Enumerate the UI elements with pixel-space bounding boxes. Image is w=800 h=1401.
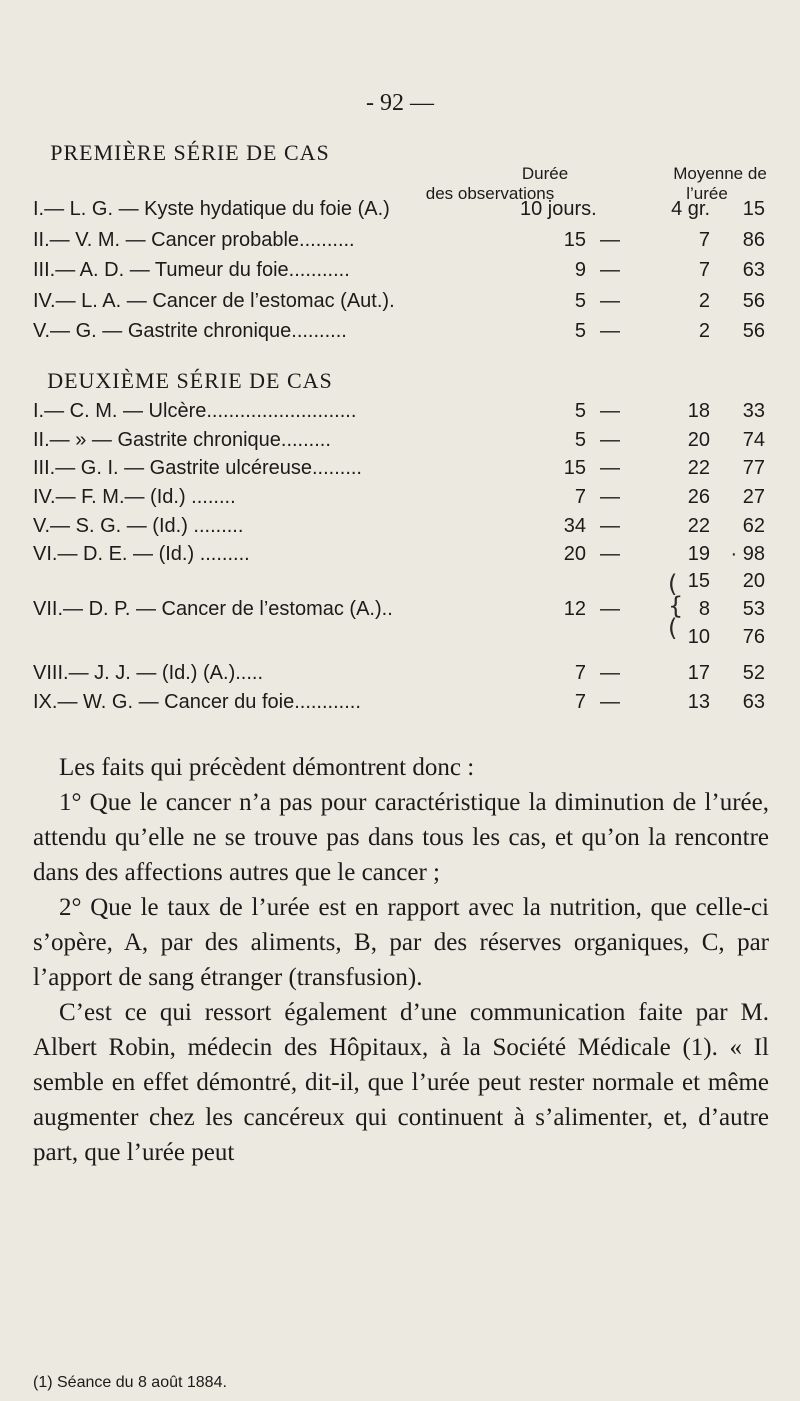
row-label: VII.— D. P. — Cancer de l’estomac (A.)..	[33, 598, 393, 620]
table-row	[0, 198, 800, 228]
duration-dash: —	[600, 457, 620, 479]
urea-grams: 17	[687, 662, 710, 684]
table-row	[0, 691, 800, 721]
table-row	[0, 662, 800, 692]
table-row	[0, 515, 800, 545]
table-row	[0, 290, 800, 320]
urea-centigrams: · 98	[730, 543, 765, 565]
duration-value: 5	[574, 429, 586, 451]
duration-value: 5	[574, 400, 586, 422]
row-label: VIII.— J. J. — (Id.) (A.).....	[33, 662, 264, 684]
table-row	[0, 457, 800, 487]
row-label: I.— C. M. — Ulcère...........................	[33, 400, 357, 422]
urea-centigrams: 86	[742, 228, 765, 251]
duration-value: 15	[563, 457, 586, 479]
urea-centigrams: 62	[742, 515, 765, 537]
table-row	[0, 259, 800, 289]
duration-header-line1: Durée	[521, 164, 569, 183]
urea-centigrams: 20	[742, 570, 765, 592]
urea-centigrams: 63	[742, 259, 765, 281]
urea-grams: 20	[687, 429, 710, 451]
duration-dash: —	[600, 486, 620, 508]
urea-grams: 22	[687, 515, 710, 537]
urea-grams: 22	[687, 457, 710, 479]
urea-centigrams: 77	[742, 457, 765, 479]
urea-grams: 26	[687, 486, 710, 508]
row-label: IX.— W. G. — Cancer du foie............	[33, 691, 361, 713]
duration-dash: —	[600, 598, 620, 620]
duration-dash: —	[600, 289, 620, 312]
urea-grams: 10	[687, 626, 710, 648]
intro-paragraph: Les faits qui précèdent démontrent donc :	[59, 754, 475, 781]
table-row	[0, 320, 800, 350]
row-label: III.— A. D. — Tumeur du foie...........	[33, 259, 350, 281]
urea-centigrams: 15	[742, 198, 765, 220]
duration-value: 10 jours.	[520, 198, 597, 220]
duration-value: 15	[563, 228, 586, 251]
duration-value: 5	[574, 289, 586, 312]
series2-title: DEUXIÈME SÉRIE DE CAS	[47, 368, 333, 393]
duration-value: 7	[574, 691, 586, 713]
row-label: II.— » — Gastrite chronique.........	[33, 429, 331, 451]
urea-grams: 13	[687, 691, 710, 713]
duration-value: 7	[574, 486, 586, 508]
row-label: IV.— L. A. — Cancer de l’estomac (Aut.).	[33, 289, 395, 312]
brace-glyph: ( { (	[668, 570, 684, 642]
duration-dash: —	[600, 228, 620, 251]
urea-grams: 7	[698, 259, 710, 281]
urea-centigrams: 53	[742, 598, 765, 620]
paragraph-2: 2° Que le taux de l’urée est en rapport avec la nutrition, que celle-ci s’opère, A, par des aliments, B, par des réserves organiques, C, par l’apport de sang étranger (transfusion).	[33, 894, 769, 991]
row-label: IV.— F. M.— (Id.) ........	[33, 486, 236, 508]
paragraph-1: 1° Que le cancer n’a pas pour caractéristique la diminution de l’urée, attendu qu’elle ne se trouve pas dans tous les cas, et qu’on la rencontre dans des affections autres que le cancer ;	[33, 789, 769, 886]
duration-dash: —	[600, 515, 620, 537]
duration-dash: —	[600, 400, 620, 422]
mean-header-line2: l’urée	[686, 184, 728, 203]
row-label: I.— L. G. — Kyste hydatique du foie (A.)	[33, 198, 390, 220]
table-row	[0, 229, 800, 259]
duration-header-line2: des observations	[425, 184, 555, 203]
duration-value: 20	[563, 543, 586, 565]
footnote: (1) Séance du 8 août 1884.	[33, 1374, 227, 1391]
urea-grams: 2	[698, 320, 710, 342]
body-text	[33, 750, 769, 1170]
paragraph-3: C’est ce qui ressort également d’une communication faite par M. Albert Robin, médecin des Hôpitaux, à la Société Médicale (1). « Il semble en effet démontré, dit-il, que l’urée peut rester normale et même augmenter chez les cancéreux qui continuent à s’alimenter, et, d’autre part, que l’urée peut	[33, 999, 769, 1166]
urea-grams: 2	[698, 289, 710, 312]
urea-grams: 8	[698, 598, 710, 620]
row-label: V.— G. — Gastrite chronique..........	[33, 320, 347, 342]
duration-value: 12	[563, 598, 586, 620]
table-row	[0, 429, 800, 459]
duration-dash: —	[600, 662, 620, 684]
duration-dash: —	[600, 259, 620, 281]
series1-title: PREMIÈRE SÉRIE DE CAS	[50, 140, 330, 165]
table-row	[0, 486, 800, 516]
row-label: III.— G. I. — Gastrite ulcéreuse.........	[33, 457, 362, 479]
urea-grams: 19	[687, 543, 710, 565]
duration-dash: —	[600, 320, 620, 342]
urea-grams: 4 gr.	[671, 198, 710, 220]
urea-grams: 7	[698, 228, 710, 251]
duration-value: 34	[563, 515, 586, 537]
duration-dash: —	[600, 543, 620, 565]
mean-header-line1: Moyenne de	[673, 164, 767, 183]
urea-centigrams: 56	[742, 320, 765, 342]
row-label: VI.— D. E. — (Id.) .........	[33, 543, 250, 565]
urea-grams: 18	[687, 400, 710, 422]
duration-value: 7	[574, 662, 586, 684]
duration-dash: —	[600, 429, 620, 451]
table-row	[0, 400, 800, 430]
urea-centigrams: 52	[742, 662, 765, 684]
urea-centigrams: 63	[742, 691, 765, 713]
duration-value: 9	[574, 259, 586, 281]
duration-value: 5	[574, 320, 586, 342]
urea-centigrams: 27	[742, 486, 765, 508]
urea-centigrams: 74	[742, 429, 765, 451]
row-label: V.— S. G. — (Id.) .........	[33, 515, 244, 537]
urea-grams: 15	[687, 570, 710, 592]
table-row	[0, 543, 800, 573]
urea-centigrams: 56	[742, 289, 765, 312]
row-label: II.— V. M. — Cancer probable..........	[33, 228, 355, 251]
urea-centigrams: 33	[742, 400, 765, 422]
page-number: - 92 —	[366, 90, 434, 116]
urea-centigrams: 76	[742, 626, 765, 648]
duration-dash: —	[600, 691, 620, 713]
